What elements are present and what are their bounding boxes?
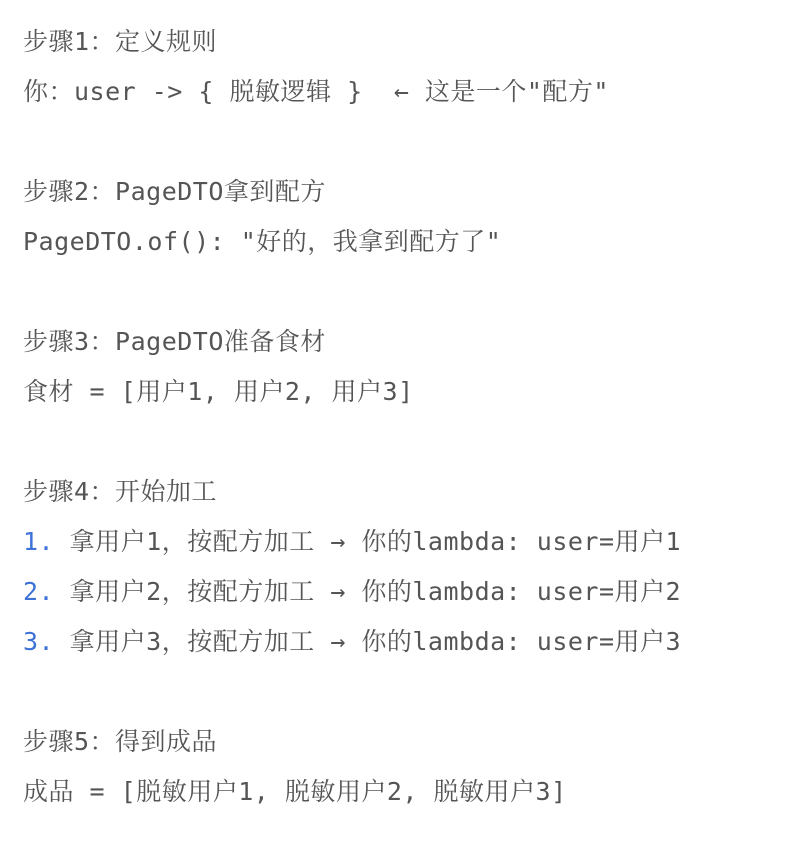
step-heading: 步骤5：得到成品 [23, 727, 218, 756]
list-item-number: 2. [23, 577, 55, 606]
list-item-text: 拿用户1，按配方加工 → 你的lambda: user=用户1 [54, 527, 682, 556]
list-item-text: 拿用户3，按配方加工 → 你的lambda: user=用户3 [54, 627, 682, 656]
step-heading: 步骤2：PageDTO拿到配方 [23, 177, 326, 206]
blank-line [23, 117, 786, 167]
list-item-number: 3. [23, 627, 55, 656]
list-item [23, 567, 786, 617]
code-line: PageDTO.of(): "好的，我拿到配方了" [23, 227, 502, 256]
step-heading: 步骤1：定义规则 [23, 27, 218, 56]
step-heading: 步骤4：开始加工 [23, 477, 218, 506]
blank-line [23, 667, 786, 717]
code-line: 你：user -> { 脱敏逻辑 } ← 这是一个"配方" [23, 77, 609, 106]
list-item [23, 517, 786, 567]
list-item [23, 617, 786, 667]
list-item-number: 1. [23, 527, 55, 556]
step-heading: 步骤3：PageDTO准备食材 [23, 327, 326, 356]
blank-line [23, 267, 786, 317]
list-item-text: 拿用户2，按配方加工 → 你的lambda: user=用户2 [54, 577, 682, 606]
code-line: 食材 = [用户1, 用户2, 用户3] [23, 377, 414, 406]
code-line: 成品 = [脱敏用户1, 脱敏用户2, 脱敏用户3] [23, 777, 567, 806]
code-block [23, 17, 786, 817]
blank-line [23, 417, 786, 467]
